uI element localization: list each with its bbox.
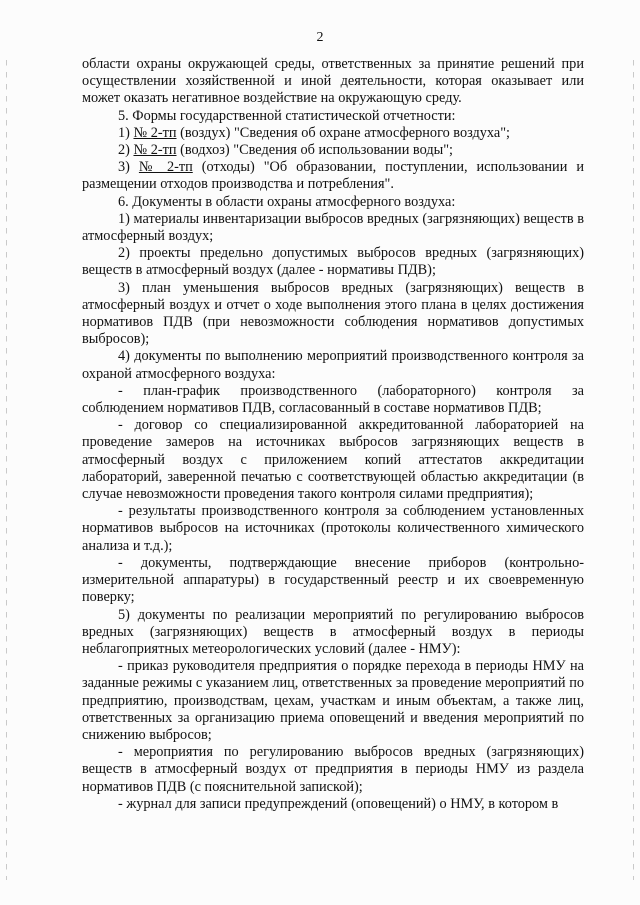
paragraph (82, 159, 584, 193)
form-title: (отходы) "Об образовании, поступлении, использовании и размещении отходов производства и потребления". (82, 159, 585, 193)
form-title: (воздух) "Сведения об охране атмосферного воздуха"; (176, 124, 511, 141)
paragraph: - журнал для записи предупреждений (оповещений) о НМУ, в котором в (118, 795, 559, 812)
paragraph: - документы, подтверждающие внесение приборов (контрольно-измерительной аппаратуры) в государственный реестр и их своевременную поверку; (82, 554, 584, 606)
document-body (82, 56, 584, 813)
paragraph (82, 142, 584, 159)
page-number: 2 (316, 30, 324, 45)
list-number: 3) (118, 159, 139, 176)
paragraph: - результаты производственного контроля за соблюдением установленных нормативов выбросов на источниках (протоколы количественного химического анализа и т.д.); (82, 503, 584, 554)
paragraph: 4) документы по выполнению мероприятий производственного контроля за охраной атмосферного воздуха: (82, 348, 584, 382)
list-number: 2) (118, 142, 134, 159)
paragraph: - мероприятия по регулированию выбросов вредных (загрязняющих) веществ в атмосферный воздух от предприятия в периоды НМУ из раздела нормативов ПДВ (с пояснительной запиской); (82, 744, 584, 795)
paragraph: 2) проекты предельно допустимых выбросов вредных (загрязняющих) веществ в атмосферный воздух (далее - нормативы ПДВ); (82, 245, 584, 279)
paragraph (82, 125, 584, 142)
list-number: 1) (118, 124, 134, 141)
scan-edge-left (6, 60, 7, 880)
paragraph: 6. Документы в области охраны атмосферного воздуха: (118, 193, 456, 210)
form-code: № 2-тп (138, 159, 193, 176)
paragraph: - приказ руководителя предприятия о порядке перехода в периоды НМУ на заданные режимы с указанием лиц, ответственных за проведение мероприятий по предприятию, производствам, цехам, участкам и иным объектам, а также лиц, ответственных за организацию приема оповещений и введения мероприятий по снижению выбросов; (82, 658, 584, 743)
paragraph: - договор со специализированной аккредитованной лабораторией на проведение замеров на источниках выбросов загрязняющих веществ в атмосферный воздух с приложением копий аттестатов аккредитации лабораторий, заверенной печатью с соответствующей областью аккредитации (в случае невозможности проведения такого контроля силами предприятия); (82, 417, 584, 503)
paragraph: области охраны окружающей среды, ответственных за принятие решений при осуществлении хозяйственной и иной деятельности, которая оказывает или может оказать негативное воздействие на окружающую среду. (82, 56, 584, 107)
paragraph: 1) материалы инвентаризации выбросов вредных (загрязняющих) веществ в атмосферный воздух; (82, 210, 584, 245)
paragraph: 5. Формы государственной статистической отчетности: (118, 107, 456, 124)
paragraph: 3) план уменьшения выбросов вредных (загрязняющих) веществ в атмосферный воздух и отчет о ходе выполнения этого плана в целях достижения нормативов ПДВ (при невозможности соблюдения нормативов допустимых выбросов); (82, 279, 584, 348)
paragraph: 5) документы по реализации мероприятий по регулированию выбросов вредных (загрязняющих) веществ в атмосферный воздух в периоды неблагоприятных метеорологических условий (далее - НМУ): (82, 606, 584, 657)
form-code: № 2-тп (133, 142, 177, 159)
paragraph: - план-график производственного (лабораторного) контроля за соблюдением нормативов ПДВ, согласованный в составе нормативов ПДВ; (82, 382, 584, 417)
scan-edge-right (633, 60, 634, 880)
form-code: № 2-тп (133, 124, 177, 141)
form-title: (водхоз) "Сведения об использовании воды"; (176, 142, 454, 159)
